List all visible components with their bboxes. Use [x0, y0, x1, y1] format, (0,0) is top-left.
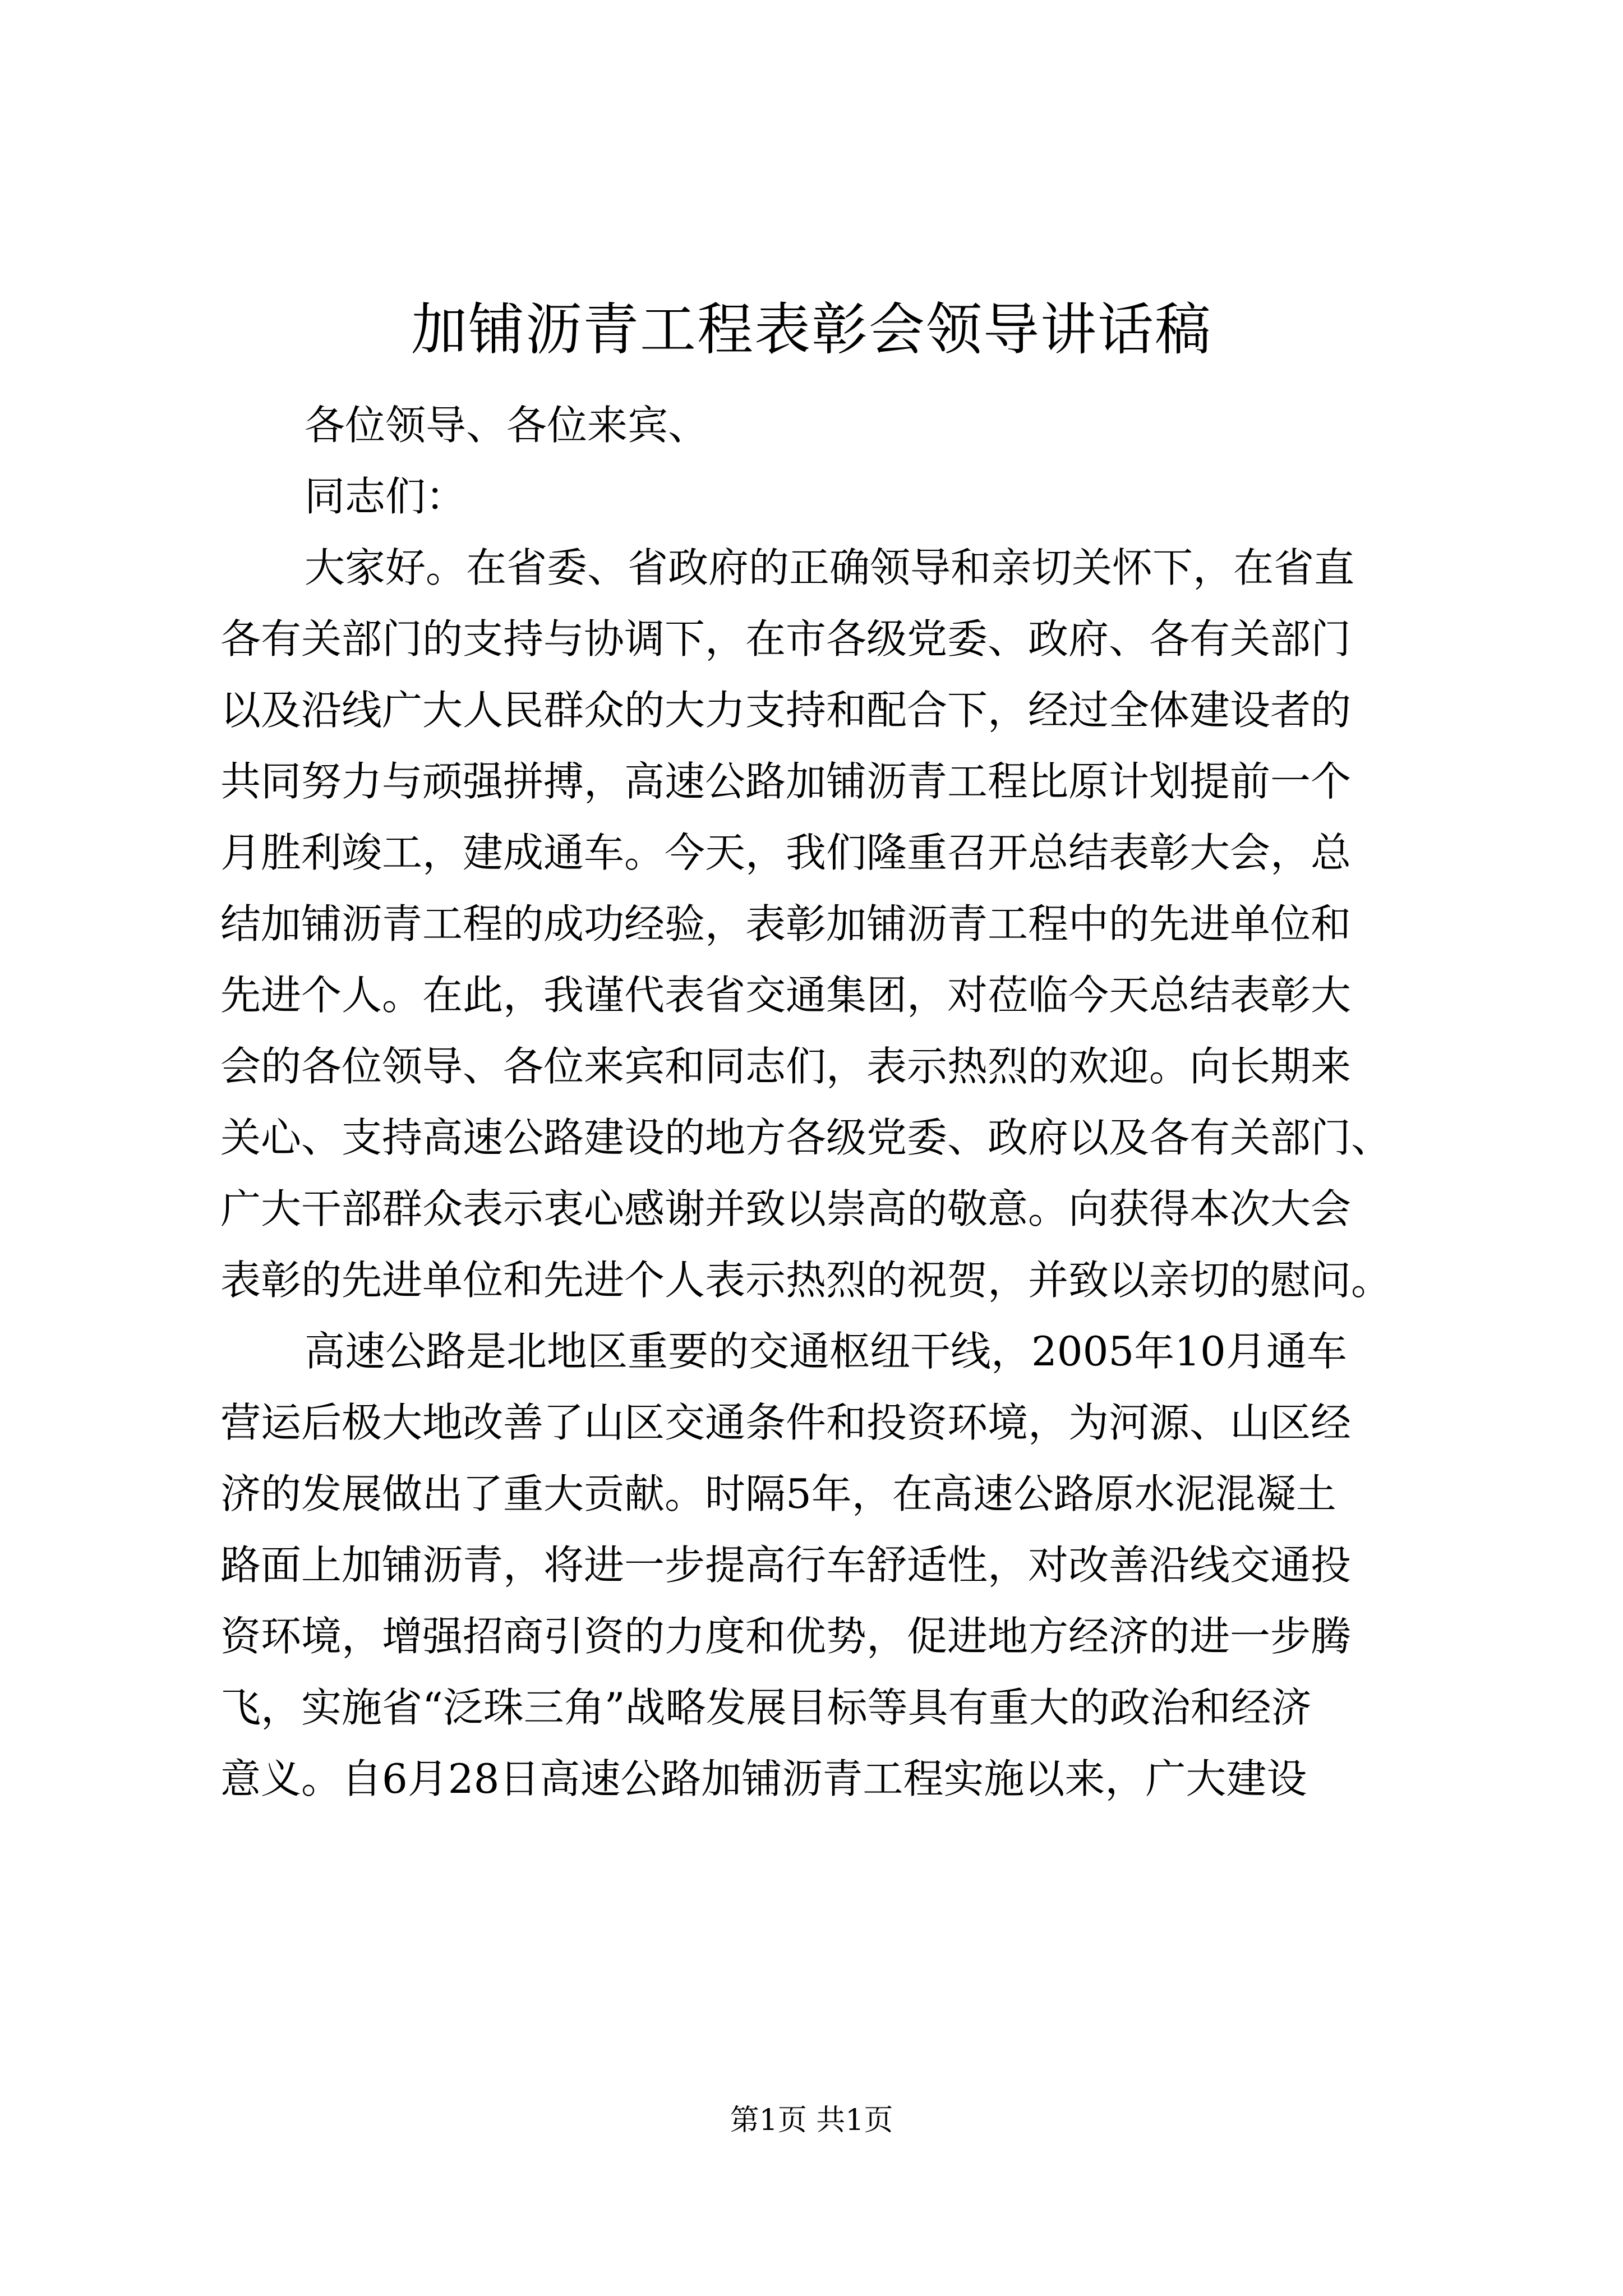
body-line: 月胜利竣工，建成通车。今天，我们隆重召开总结表彰大会，总 — [220, 829, 1352, 876]
body-line: 路面上加铺沥青，将进一步提高行车舒适性，对改善沿线交通投 — [220, 1542, 1352, 1589]
body-line: 结加铺沥青工程的成功经验，表彰加铺沥青工程中的先进单位和 — [220, 900, 1352, 947]
document-title: 加铺沥青工程表彰会领导讲话稿 — [411, 297, 1212, 362]
salutation-line: 同志们： — [305, 473, 467, 520]
document-body — [220, 390, 1421, 1815]
body-line: 会的各位领导、各位来宾和同志们，表示热烈的欢迎。向长期来 — [220, 1043, 1352, 1090]
body-line: 飞，实施省“泛珠三角”战略发展目标等具有重大的政治和经济 — [220, 1684, 1312, 1731]
salutation-line: 各位领导、各位来宾、 — [305, 402, 709, 449]
body-line: 大家好。在省委、省政府的正确领导和亲切关怀下，在省直 — [305, 544, 1355, 591]
body-line: 表彰的先进单位和先进个人表示热烈的祝贺，并致以亲切的慰问。 — [220, 1257, 1392, 1304]
body-line: 营运后极大地改善了山区交通条件和投资环境，为河源、山区经 — [220, 1399, 1352, 1446]
body-line: 共同努力与顽强拼搏，高速公路加铺沥青工程比原计划提前一个 — [220, 758, 1352, 805]
body-line: 意义。自6月28日高速公路加铺沥青工程实施以来，广大建设 — [220, 1755, 1307, 1802]
body-line: 资环境，增强招商引资的力度和优势，促进地方经济的进一步腾 — [220, 1613, 1352, 1660]
body-line: 高速公路是北地区重要的交通枢纽干线，2005年10月通车 — [305, 1328, 1347, 1375]
body-line: 各有关部门的支持与协调下，在市各级党委、政府、各有关部门 — [220, 615, 1352, 662]
body-line: 济的发展做出了重大贡献。时隔5年，在高速公路原水泥混凝土 — [220, 1470, 1336, 1517]
body-line: 先进个人。在此，我谨代表省交通集团，对莅临今天总结表彰大 — [220, 972, 1352, 1019]
body-line: 以及沿线广大人民群众的大力支持和配合下，经过全体建设者的 — [220, 687, 1352, 734]
body-line: 广大干部群众表示衷心感谢并致以崇高的敬意。向获得本次大会 — [220, 1185, 1352, 1232]
page-footer: 第1页 共1页 — [730, 2104, 893, 2137]
body-line: 关心、支持高速公路建设的地方各级党委、政府以及各有关部门、 — [220, 1114, 1392, 1161]
